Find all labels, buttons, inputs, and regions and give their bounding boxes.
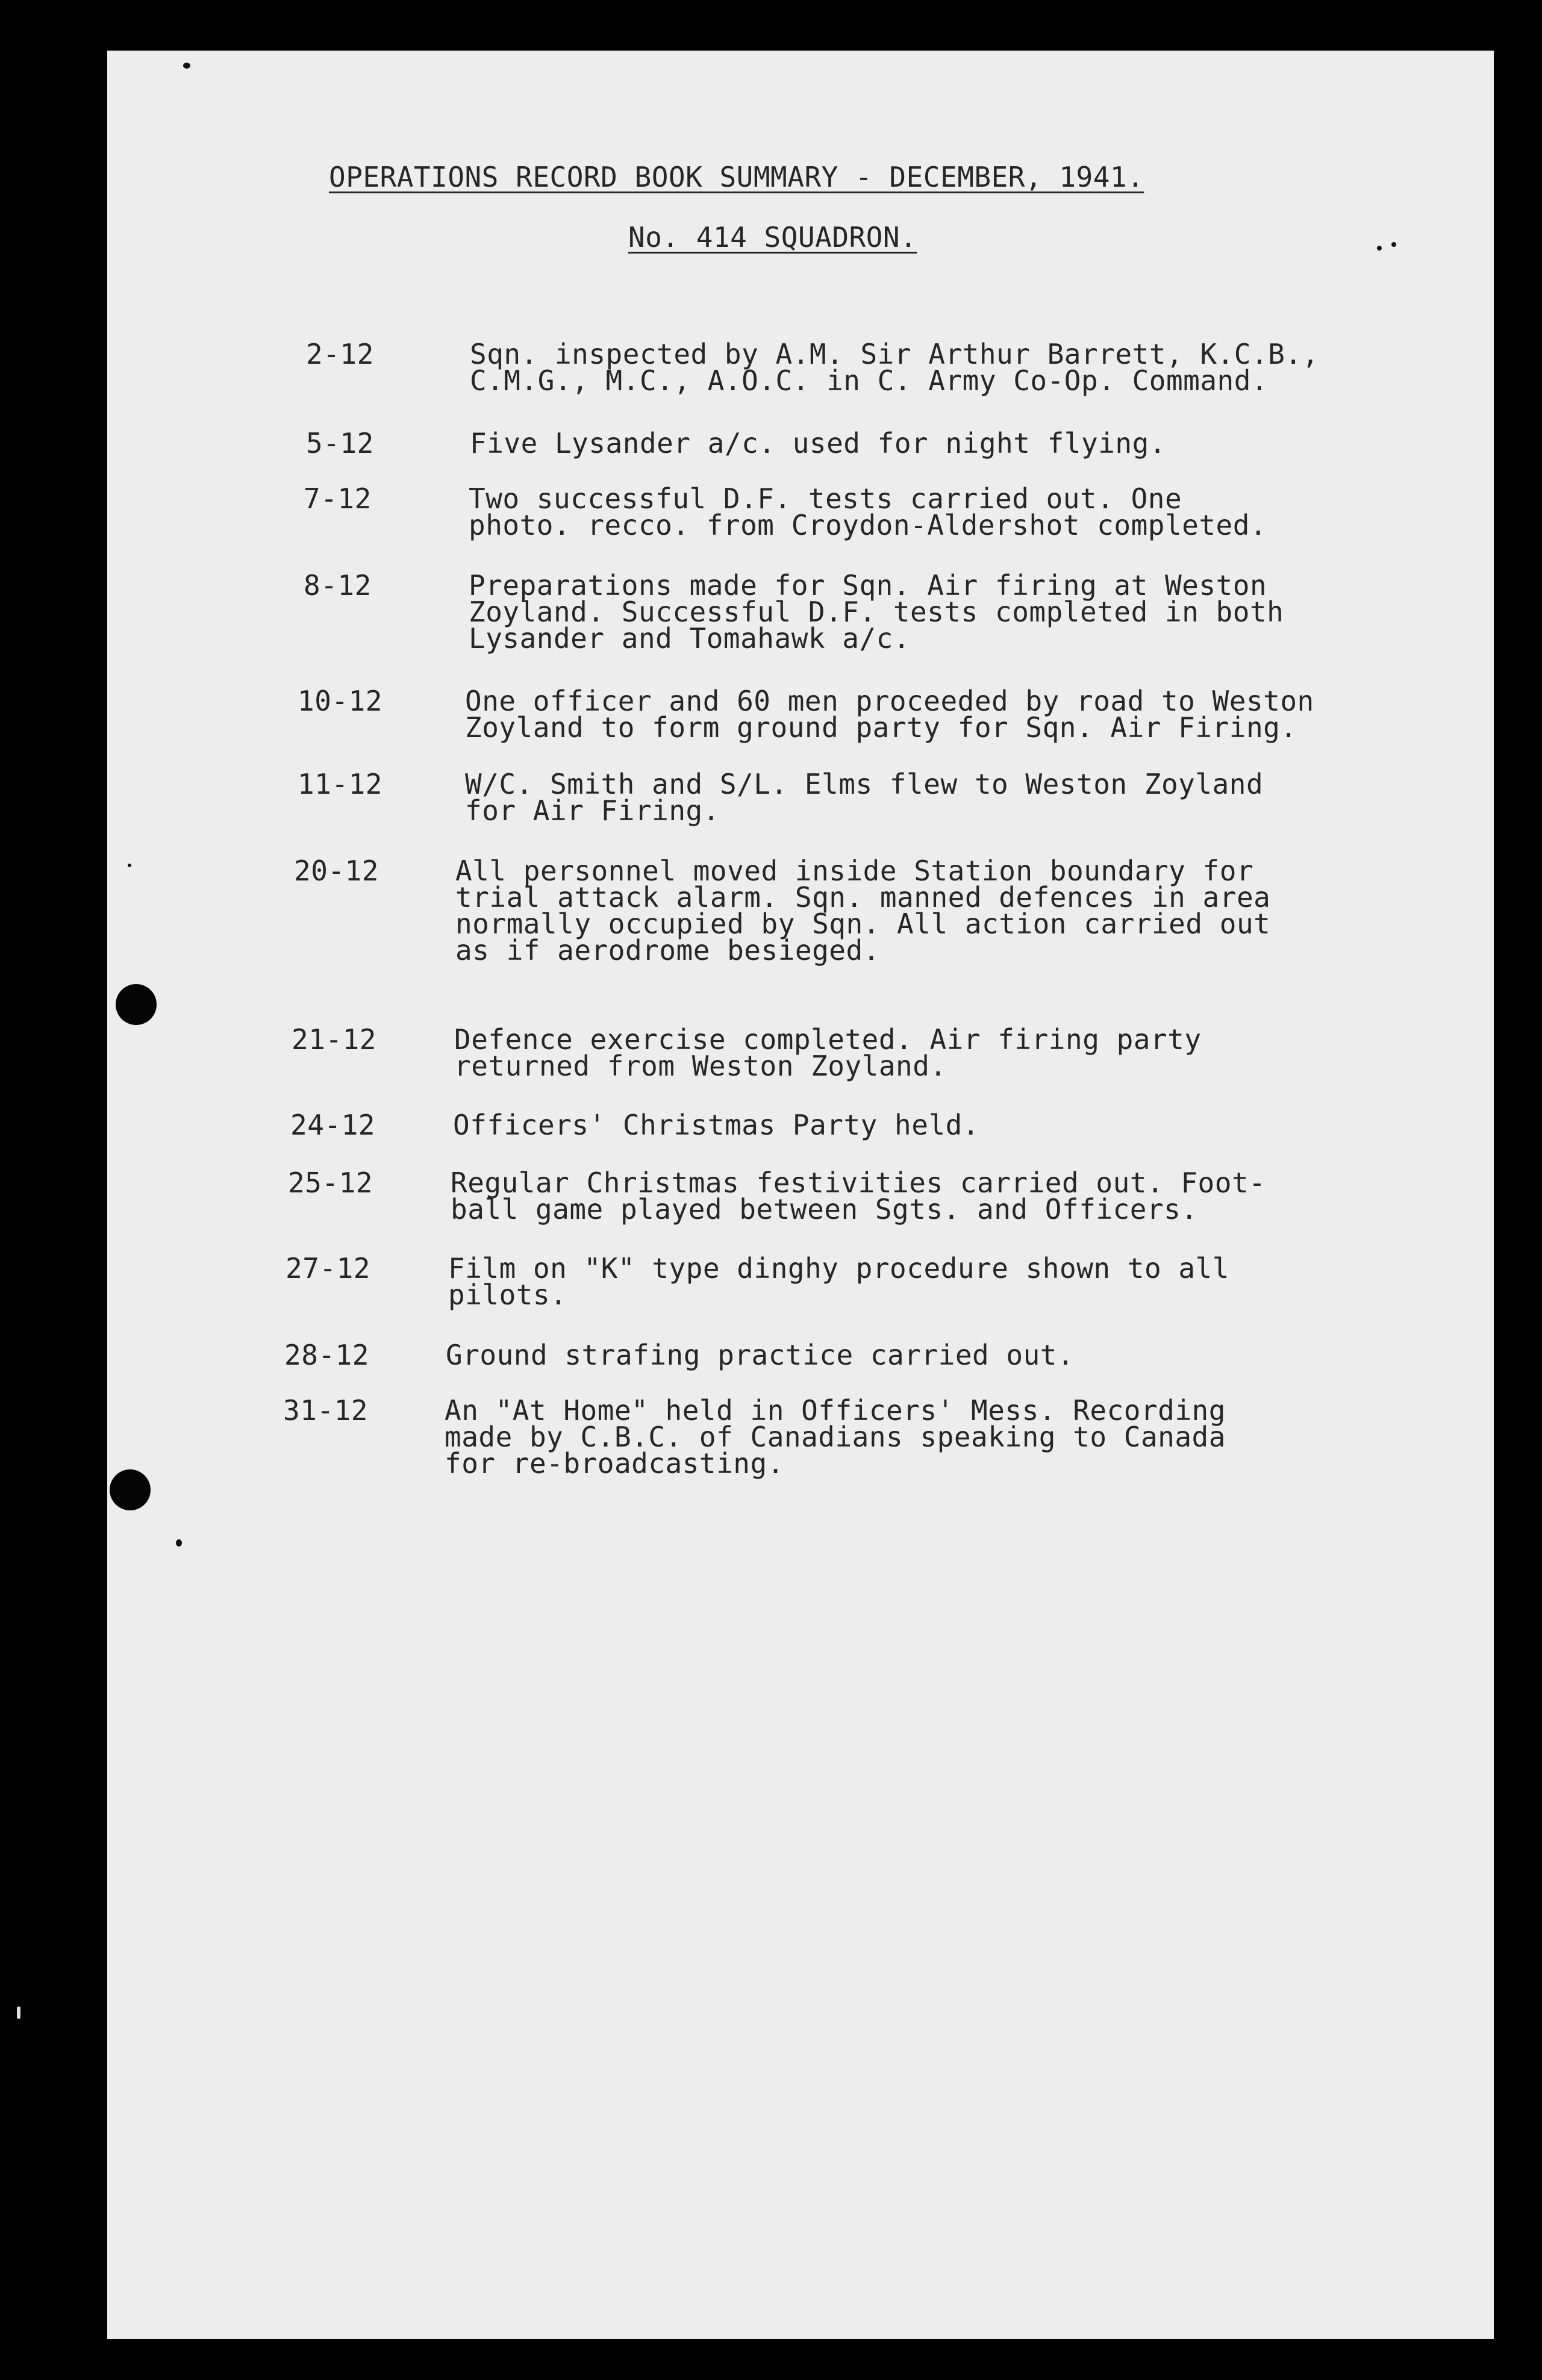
entry-text <box>455 855 1271 967</box>
entry-line: photo. recco. from Croydon-Aldershot completed. <box>469 509 1267 541</box>
entry-line: made by C.B.C. of Canadians speaking to Canada <box>445 1421 1226 1453</box>
entry-line: trial attack alarm. Sqn. manned defences in area <box>455 881 1271 914</box>
entry-line: Five Lysander a/c. used for night flying. <box>470 427 1166 459</box>
entry-line: One officer and 60 men proceeded by road to Weston <box>465 685 1314 717</box>
log-entry <box>304 569 1494 656</box>
entry-line: for Air Firing. <box>465 794 720 827</box>
entry-text <box>454 1023 1202 1082</box>
entry-line: W/C. Smith and S/L. Elms flew to Weston Zoyland <box>465 768 1264 800</box>
scan-speck <box>1377 246 1382 251</box>
scan-speck <box>17 2007 20 2019</box>
scan-speck <box>176 1539 182 1547</box>
entry-line: An "At Home" held in Officers' Mess. Recording <box>445 1394 1226 1427</box>
entry-line: Lysander and Tomahawk a/c. <box>469 622 911 655</box>
entry-date: 11-12 <box>298 768 382 800</box>
entry-line: Preparations made for Sqn. Air firing at Weston <box>469 569 1267 602</box>
entry-line: Zoyland. Successful D.F. tests completed in both <box>469 596 1284 628</box>
entry-date: 7-12 <box>304 482 372 515</box>
entry-text <box>470 338 1319 397</box>
log-entry <box>304 482 1494 570</box>
entry-date: 28-12 <box>284 1339 369 1371</box>
entry-line: Regular Christmas festivities carried out. Foot- <box>451 1167 1266 1199</box>
entry-line: Ground strafing practice carried out. <box>446 1339 1075 1371</box>
document-page <box>107 51 1494 2339</box>
entry-line: All personnel moved inside Station boundary for <box>455 855 1254 887</box>
entry-text <box>465 685 1314 744</box>
entry-line: Two successful D.F. tests carried out. One <box>469 482 1182 515</box>
document-title: OPERATIONS RECORD BOOK SUMMARY - DECEMBER, 1941. <box>329 161 1144 193</box>
scan-speck <box>128 864 131 867</box>
entry-text <box>445 1394 1226 1480</box>
log-entry <box>283 1394 1494 1481</box>
entry-date: 2-12 <box>306 338 374 370</box>
entry-line: ball game played between Sgts. and Officers. <box>451 1193 1198 1226</box>
entry-text <box>446 1339 1075 1371</box>
entry-line: for re-broadcasting. <box>445 1447 784 1480</box>
entry-date: 5-12 <box>306 427 374 459</box>
entry-line: Officers' Christmas Party held. <box>453 1109 980 1141</box>
log-entry <box>306 338 1494 425</box>
entry-line: returned from Weston Zoyland. <box>454 1050 947 1082</box>
entry-date: 8-12 <box>304 569 372 602</box>
scan-speck <box>183 63 190 69</box>
entry-date: 10-12 <box>298 685 382 717</box>
punch-hole <box>110 1469 151 1510</box>
entry-line: normally occupied by Sqn. All action carried out <box>455 908 1271 940</box>
entry-date: 21-12 <box>292 1023 376 1056</box>
entry-text <box>469 569 1284 655</box>
log-entry <box>288 1167 1494 1254</box>
log-entry <box>298 768 1494 855</box>
punch-hole <box>116 984 157 1025</box>
entry-text <box>448 1252 1229 1311</box>
entry-line: as if aerodrome besieged. <box>455 934 880 967</box>
log-entry <box>298 685 1494 772</box>
entry-date: 24-12 <box>290 1109 375 1141</box>
scan-speck <box>1391 242 1396 247</box>
entry-date: 25-12 <box>288 1167 373 1199</box>
log-entry <box>292 1023 1494 1111</box>
entry-line: pilots. <box>448 1279 567 1311</box>
document-subtitle: No. 414 SQUADRON. <box>628 221 917 254</box>
entry-date: 27-12 <box>286 1252 370 1285</box>
entry-text <box>465 768 1264 827</box>
entry-line: C.M.G., M.C., A.O.C. in C. Army Co-Op. Command. <box>470 364 1269 397</box>
entry-text <box>469 482 1267 541</box>
log-entry <box>294 855 1494 967</box>
entry-line: Defence exercise completed. Air firing party <box>454 1023 1202 1056</box>
entry-line: Sqn. inspected by A.M. Sir Arthur Barrett, K.C.B., <box>470 338 1319 370</box>
entry-text <box>453 1109 980 1141</box>
entry-date: 31-12 <box>283 1394 368 1427</box>
entry-line: Zoyland to form ground party for Sqn. Air Firing. <box>465 711 1297 744</box>
entry-text <box>470 427 1166 459</box>
log-entry <box>286 1252 1494 1339</box>
entry-date: 20-12 <box>294 855 379 887</box>
entry-text <box>451 1167 1266 1226</box>
entry-line: Film on "K" type dinghy procedure shown to all <box>448 1252 1229 1285</box>
